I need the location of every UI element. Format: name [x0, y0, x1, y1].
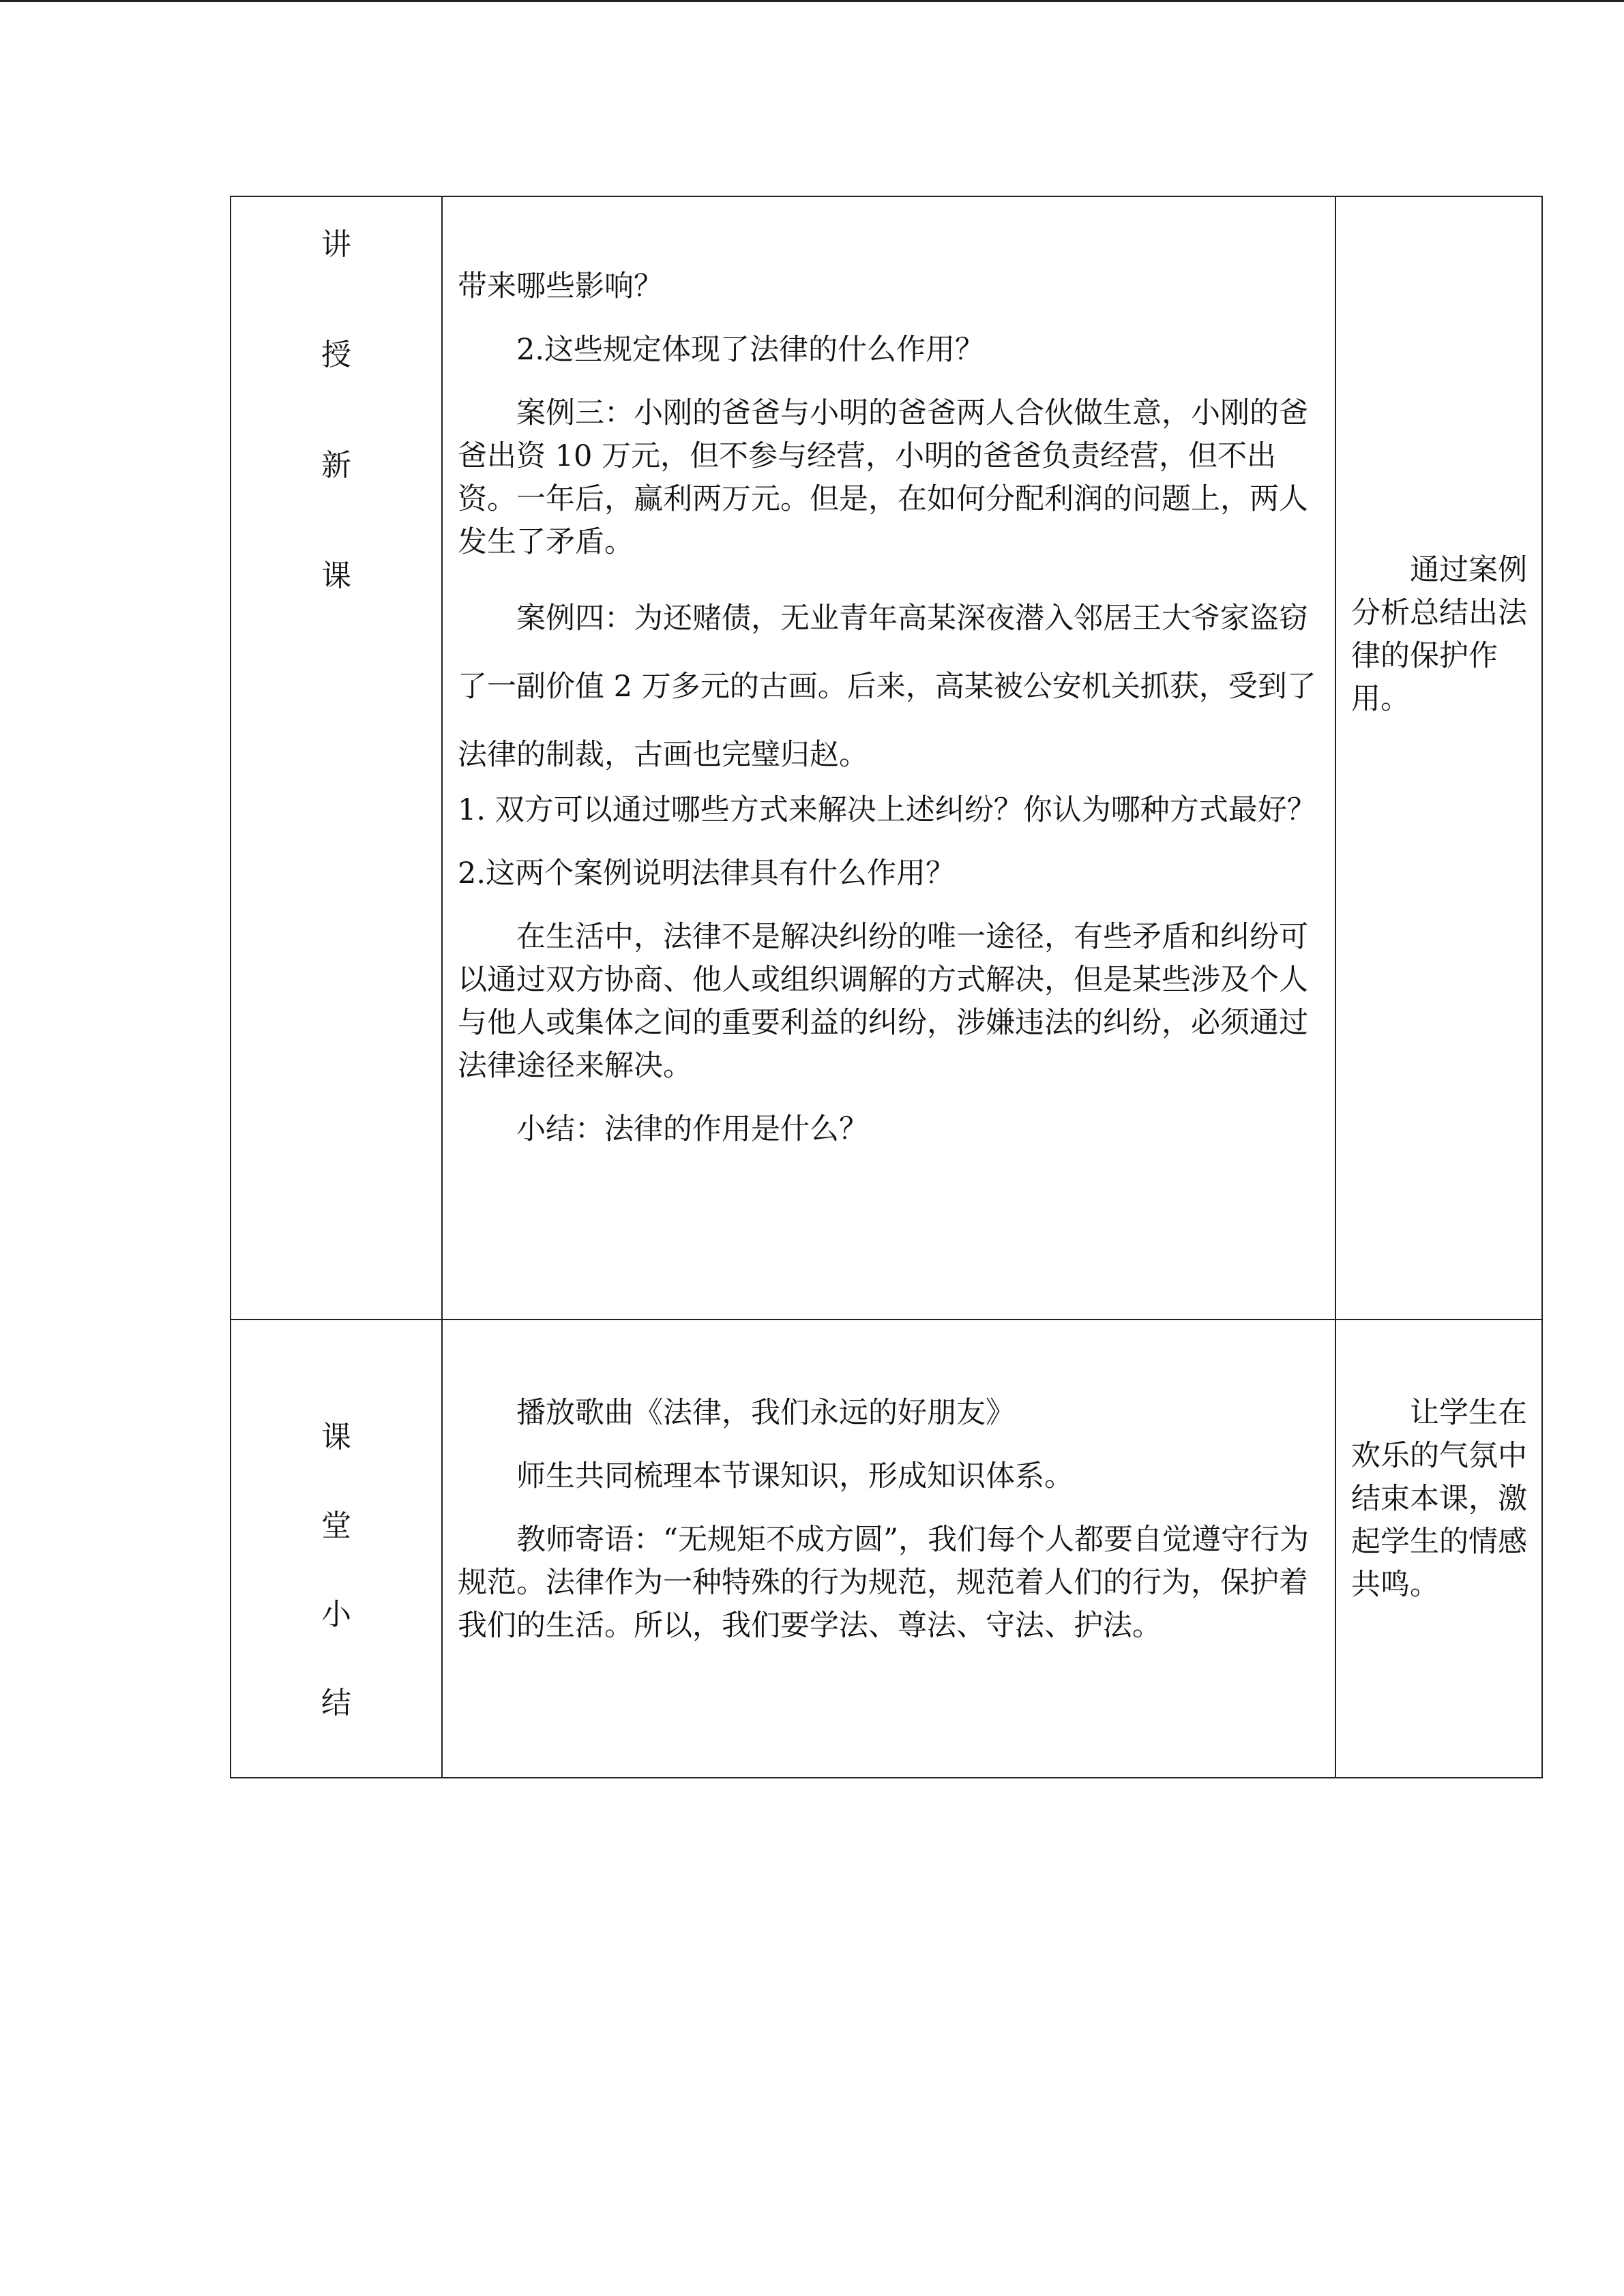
- paragraph: 带来哪些影响？: [458, 269, 663, 303]
- content-cell-lecture: [442, 196, 1335, 1320]
- lecture-content: [443, 197, 1335, 1151]
- review-paragraph: 师生共同梳理本节课知识，形成知识体系。: [516, 1459, 1074, 1493]
- summary-content: [443, 1320, 1335, 1648]
- design-intent-note: 让学生在欢乐的气氛中结束本课，激起学生的情感共鸣。: [1351, 1396, 1527, 1602]
- stage-char: 授: [321, 338, 351, 372]
- case-four-paragraph: 案例四：为还赌债，无业青年高某深夜潜入邻居王大爷家盗窃了一副价值 2 万多元的古画。后来，高某被公安机关抓获，受到了法律的制裁，古画也完璧归赵。: [458, 601, 1316, 772]
- question-paragraph: 1. 双方可以通过哪些方式来解决上述纠纷？你认为哪种方式最好？: [458, 793, 1316, 827]
- stage-char: 课: [321, 558, 351, 593]
- design-intent-note: 通过案例分析总结出法律的保护作用。: [1351, 553, 1527, 716]
- case-three-paragraph: 案例三：小刚的爸爸与小明的爸爸两人合伙做生意，小刚的爸爸出资 10 万元，但不参与经营，小明的爸爸负责经营，但不出资。一年后，赢利两万元。但是，在如何分配利润的问题上，两人发生了矛盾。: [458, 396, 1308, 559]
- content-cell-summary: [442, 1320, 1335, 1778]
- stage-label-summary: [231, 1320, 441, 1777]
- note-cell-lecture: [1335, 196, 1542, 1320]
- table-row-lecture: [231, 196, 1542, 1320]
- stage-cell-summary: [231, 1320, 442, 1778]
- question-paragraph: 2.这些规定体现了法律的什么作用？: [516, 333, 985, 367]
- stage-char: 结: [321, 1686, 351, 1720]
- table-row-summary: [231, 1320, 1542, 1778]
- explanation-paragraph: 在生活中，法律不是解决纠纷的唯一途径，有些矛盾和纠纷可以通过双方协商、他人或组织调解的方式解决，但是某些涉及个人与他人或集体之间的重要利益的纠纷，涉嫌违法的纠纷，必须通过法律途径来解决。: [458, 920, 1308, 1083]
- stage-label-lecture: [231, 197, 441, 672]
- teacher-message-paragraph: 教师寄语：“无规矩不成方圆”，我们每个人都要自觉遵守行为规范。法律作为一种特殊的行为规范，规范着人们的行为，保护着我们的生活。所以，我们要学法、尊法、守法、护法。: [458, 1523, 1309, 1643]
- song-paragraph: 播放歌曲《法律，我们永远的好朋友》: [516, 1396, 1015, 1430]
- stage-char: 新: [321, 448, 351, 483]
- stage-cell-lecture: [231, 196, 442, 1320]
- summary-question-paragraph: 小结：法律的作用是什么？: [516, 1112, 868, 1146]
- lesson-plan-table: [230, 196, 1543, 1778]
- stage-char: 讲: [321, 227, 351, 262]
- stage-char: 课: [321, 1420, 351, 1455]
- note-cell-summary: [1335, 1320, 1542, 1778]
- stage-char: 堂: [321, 1508, 351, 1543]
- page-top-border: [0, 0, 1624, 2]
- question-paragraph: 2.这两个案例说明法律具有什么作用？: [458, 856, 956, 891]
- stage-char: 小: [321, 1597, 351, 1632]
